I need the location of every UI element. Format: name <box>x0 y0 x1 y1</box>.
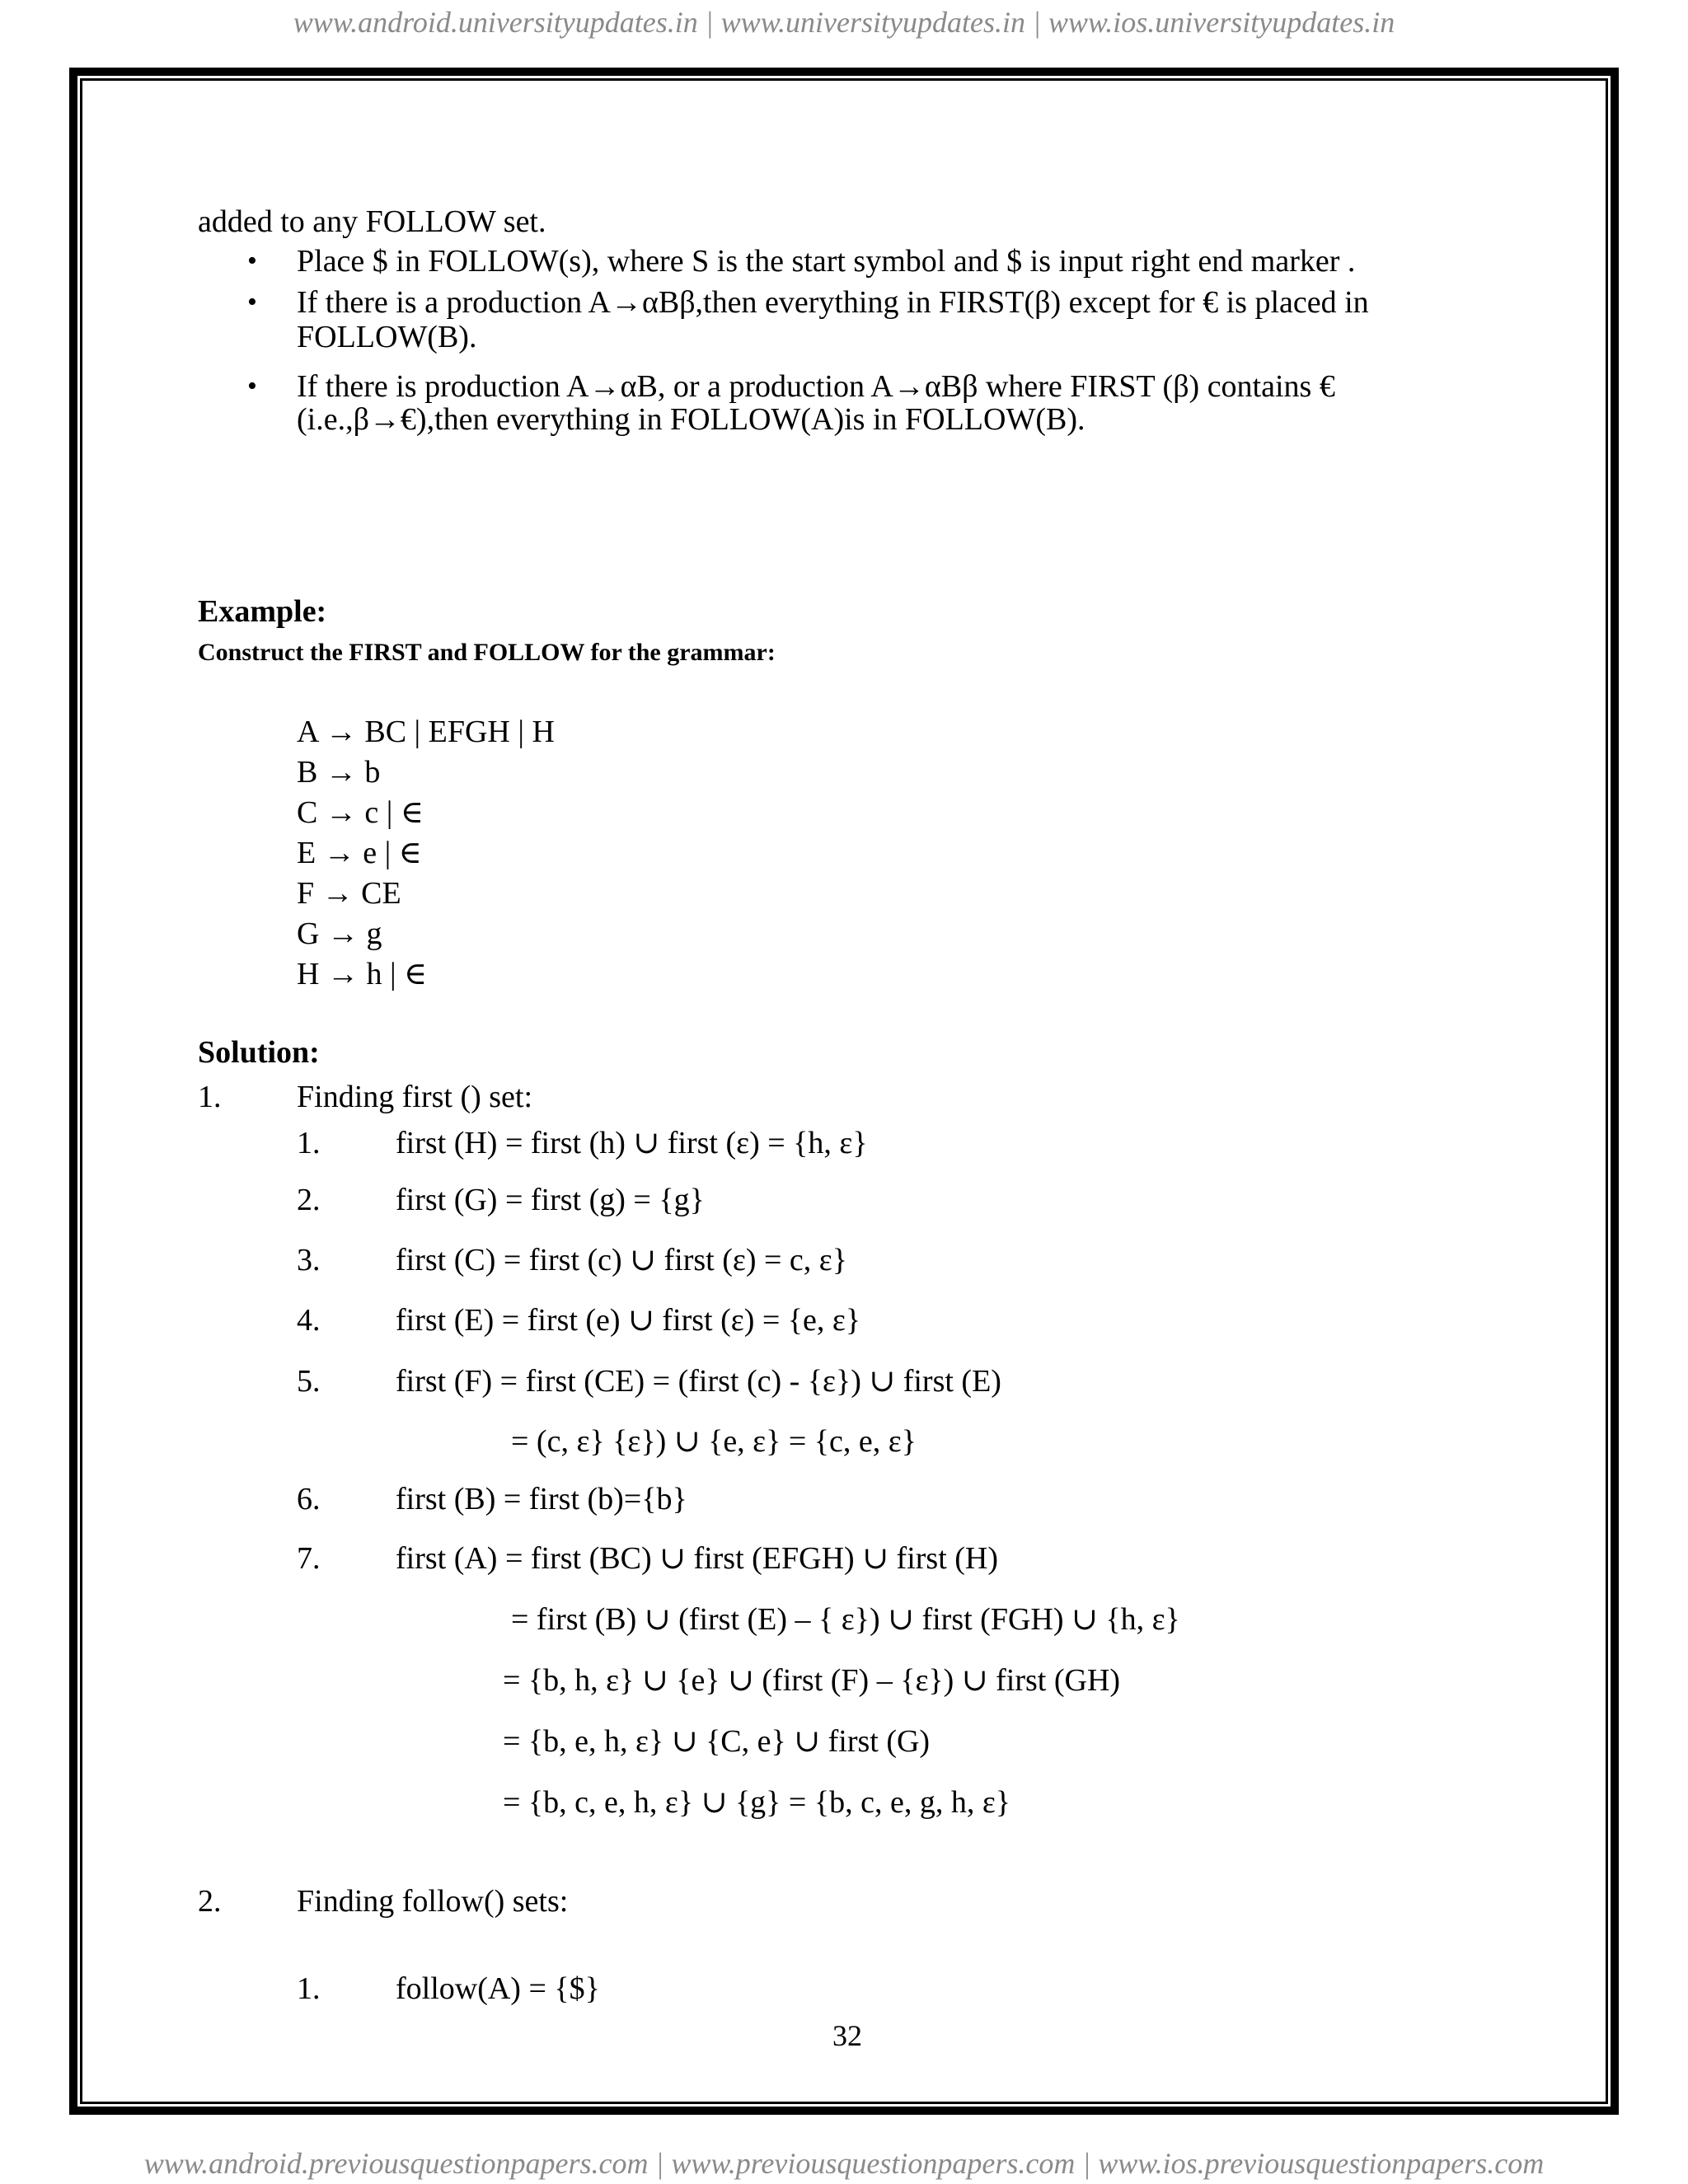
rule-3-line-1: If there is production A→αB, or a production A→αBβ where FIRST (β) contains € <box>297 369 1335 404</box>
page-number: 32 <box>832 2019 862 2052</box>
intro-line: added to any FOLLOW set. <box>198 204 546 239</box>
first-step-text: first (G) = first (g) = {g} <box>396 1183 705 1217</box>
part-1-number: 1. <box>198 1080 222 1114</box>
follow-step-number: 1. <box>297 1971 321 2006</box>
grammar-rule: A → BC | EFGH | H <box>297 715 555 749</box>
grammar-rule: G → g <box>297 916 382 951</box>
part-1-title: Finding first () set: <box>297 1080 533 1114</box>
grammar-rule: E → e | ∈ <box>297 836 422 870</box>
first-step-continuation: = {b, h, ε} ∪ {e} ∪ (first (F) – {ε}) ∪ first (GH) <box>503 1663 1121 1698</box>
part-2-title: Finding follow() sets: <box>297 1884 569 1919</box>
follow-step-text: follow(A) = {$} <box>396 1971 600 2006</box>
bullet-icon: • <box>247 371 257 401</box>
first-step-number: 2. <box>297 1183 321 1217</box>
example-prompt: Construct the FIRST and FOLLOW for the grammar: <box>198 639 776 666</box>
grammar-rule: F → CE <box>297 876 401 911</box>
rule-3-line-2: (i.e.,β→€),then everything in FOLLOW(A)is in FOLLOW(B). <box>297 402 1085 437</box>
bullet-icon: • <box>247 246 257 276</box>
first-step-text: first (F) = first (CE) = (first (c) - {ε}) ∪ first (E) <box>396 1364 1001 1399</box>
watermark-bottom: www.android.previousquestionpapers.com | www.previousquestionpapers.com | www.ios.previousquestionpapers.com <box>143 2147 1545 2180</box>
first-step-number: 3. <box>297 1243 321 1277</box>
first-step-continuation: = first (B) ∪ (first (E) – { ε}) ∪ first (FGH) ∪ {h, ε} <box>511 1602 1180 1637</box>
first-step-text: first (A) = first (BC) ∪ first (EFGH) ∪ first (H) <box>396 1541 998 1576</box>
first-step-text: first (H) = first (h) ∪ first (ε) = {h, ε} <box>396 1126 868 1160</box>
grammar-rule: B → b <box>297 755 381 790</box>
rule-2-line-2: FOLLOW(B). <box>297 320 477 354</box>
first-step-text: first (E) = first (e) ∪ first (ε) = {e, ε} <box>396 1303 861 1338</box>
first-step-number: 4. <box>297 1303 321 1338</box>
first-step-continuation: = (c, ε} {ε}) ∪ {e, ε} = {c, e, ε} <box>511 1424 917 1459</box>
first-step-number: 5. <box>297 1364 321 1399</box>
grammar-rule: C → c | ∈ <box>297 795 424 830</box>
first-step-continuation: = {b, e, h, ε} ∪ {C, e} ∪ first (G) <box>503 1724 931 1759</box>
part-2-number: 2. <box>198 1884 222 1919</box>
first-step-text: first (B) = first (b)={b} <box>396 1482 687 1516</box>
bullet-icon: • <box>247 287 257 317</box>
rule-2-line-1: If there is a production A→αBβ,then everything in FIRST(β) except for € is placed in <box>297 285 1369 320</box>
rule-1-line-1: Place $ in FOLLOW(s), where S is the start symbol and $ is input right end marker . <box>297 244 1356 279</box>
first-step-text: first (C) = first (c) ∪ first (ε) = c, ε} <box>396 1243 847 1277</box>
first-step-number: 1. <box>297 1126 321 1160</box>
example-heading: Example: <box>198 594 327 629</box>
first-step-continuation: = {b, c, e, h, ε} ∪ {g} = {b, c, e, g, h, ε} <box>503 1785 1011 1820</box>
grammar-rule: H → h | ∈ <box>297 957 428 991</box>
solution-heading: Solution: <box>198 1035 320 1070</box>
first-step-number: 6. <box>297 1482 321 1516</box>
first-step-number: 7. <box>297 1541 321 1576</box>
watermark-top: www.android.universityupdates.in | www.universityupdates.in | www.ios.universityupdates.in <box>293 6 1395 39</box>
